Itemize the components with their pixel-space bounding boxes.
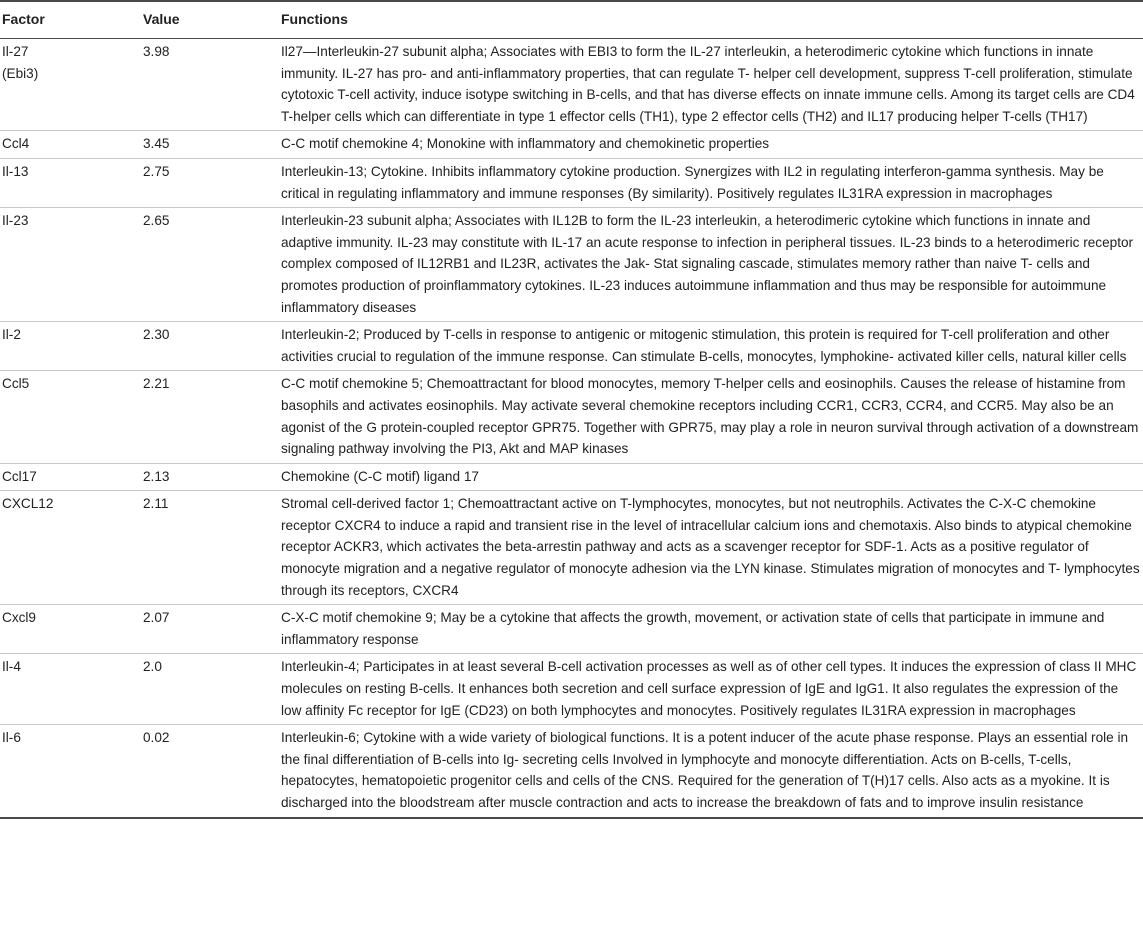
functions-cell: Interleukin-13; Cytokine. Inhibits inflammatory cytokine production. Synergizes with IL2 in regulating interferon-gamma synthesis. May be critical in regulating inflammatory and immune responses (By similarity). Positively regulates IL31RA expression in macrophages <box>279 158 1143 207</box>
value-cell: 2.21 <box>141 371 279 463</box>
value-cell: 2.13 <box>141 463 279 491</box>
header-row <box>0 1 1143 39</box>
value-cell: 2.65 <box>141 208 279 322</box>
factor-cell: Il-23 <box>0 208 141 322</box>
header-factor: Factor <box>0 1 141 39</box>
factor-cell: Ccl5 <box>0 371 141 463</box>
functions-cell: C-C motif chemokine 5; Chemoattractant for blood monocytes, memory T-helper cells and eosinophils. Causes the release of histamine from basophils and activates eosinophils. May activate several chemokine receptors including CCR1, CCR3, CCR4, and CCR5. May also be an agonist of the G protein-coupled receptor GPR75. Together with GPR75, may play a role in neuron survival through activation of a downstream signaling pathway involving the PI3, Akt and MAP kinases <box>279 371 1143 463</box>
factor-cell: Il-2 <box>0 322 141 371</box>
factor-cell: Il-27 (Ebi3) <box>0 39 141 131</box>
functions-cell: Interleukin-23 subunit alpha; Associates with IL12B to form the IL-23 interleukin, a heterodimeric cytokine which functions in innate and adaptive immunity. IL-23 may constitute with IL-17 an acute response to infection in peripheral tissues. IL-23 binds to a heterodimeric receptor complex composed of IL12RB1 and IL23R, activates the Jak- Stat signaling cascade, stimulates memory rather than naive T- cells and promotes production of proinflammatory cytokines. IL-23 induces autoimmune inflammation and thus may be responsible for autoimmune inflammatory diseases <box>279 208 1143 322</box>
table-row <box>0 158 1143 207</box>
factor-cell: Ccl17 <box>0 463 141 491</box>
header-functions: Functions <box>279 1 1143 39</box>
value-cell: 2.30 <box>141 322 279 371</box>
functions-cell: Interleukin-2; Produced by T-cells in response to antigenic or mitogenic stimulation, this protein is required for T-cell proliferation and other activities crucial to regulation of the immune response. Can stimulate B-cells, monocytes, lymphokine- activated killer cells, natural killer cells <box>279 322 1143 371</box>
factor-cell: Cxcl9 <box>0 605 141 654</box>
factor-cell: Il-6 <box>0 725 141 818</box>
table-row <box>0 491 1143 605</box>
functions-cell: Il27—Interleukin-27 subunit alpha; Associates with EBI3 to form the IL-27 interleukin, a heterodimeric cytokine which functions in innate immunity. IL-27 has pro- and anti-inflammatory properties, that can regulate T- helper cell development, suppress T-cell proliferation, stimulate cytotoxic T-cell activity, induce isotype switching in B-cells, and that has diverse effects on innate immune cells. Among its target cells are CD4 T-helper cells which can differentiate in type 1 effector cells (TH1), type 2 effector cells (TH2) and IL17 producing helper T-cells (TH17) <box>279 39 1143 131</box>
functions-cell: C-X-C motif chemokine 9; May be a cytokine that affects the growth, movement, or activation state of cells that participate in immune and inflammatory response <box>279 605 1143 654</box>
table-body <box>0 39 1143 818</box>
factor-cell: Il-4 <box>0 654 141 725</box>
value-cell: 3.98 <box>141 39 279 131</box>
factor-cell: Il-13 <box>0 158 141 207</box>
table-row <box>0 131 1143 159</box>
value-cell: 0.02 <box>141 725 279 818</box>
functions-cell: Chemokine (C-C motif) ligand 17 <box>279 463 1143 491</box>
factor-cell: CXCL12 <box>0 491 141 605</box>
value-cell: 2.75 <box>141 158 279 207</box>
table-row <box>0 463 1143 491</box>
value-cell: 2.11 <box>141 491 279 605</box>
value-cell: 3.45 <box>141 131 279 159</box>
factor-cell: Ccl4 <box>0 131 141 159</box>
functions-cell: Interleukin-6; Cytokine with a wide variety of biological functions. It is a potent inducer of the acute phase response. Plays an essential role in the final differentiation of B-cells into Ig- secreting cells Involved in lymphocyte and monocyte differentiation. Acts on B-cells, T-cells, hepatocytes, hematopoietic progenitor cells and cells of the CNS. Required for the generation of T(H)17 cells. Also acts as a myokine. It is discharged into the bloodstream after muscle contraction and acts to increase the breakdown of fats and to improve insulin resistance <box>279 725 1143 818</box>
table-row <box>0 371 1143 463</box>
table-row <box>0 725 1143 818</box>
table-row <box>0 208 1143 322</box>
header-value: Value <box>141 1 279 39</box>
value-cell: 2.0 <box>141 654 279 725</box>
table-row <box>0 39 1143 131</box>
functions-cell: C-C motif chemokine 4; Monokine with inflammatory and chemokinetic properties <box>279 131 1143 159</box>
functions-cell: Stromal cell-derived factor 1; Chemoattractant active on T-lymphocytes, monocytes, but not neutrophils. Activates the C-X-C chemokine receptor CXCR4 to induce a rapid and transient rise in the level of intracellular calcium ions and chemotaxis. Also binds to atypical chemokine receptor ACKR3, which activates the beta-arrestin pathway and acts as a scavenger receptor for SDF-1. Acts as a positive regulator of monocyte migration and a negative regulator of monocyte adhesion via the LYN kinase. Stimulates migration of monocytes and T- lymphocytes through its receptors, CXCR4 <box>279 491 1143 605</box>
value-cell: 2.07 <box>141 605 279 654</box>
table-row <box>0 322 1143 371</box>
table-row <box>0 605 1143 654</box>
table-row <box>0 654 1143 725</box>
functions-cell: Interleukin-4; Participates in at least several B-cell activation processes as well as of other cell types. It induces the expression of class II MHC molecules on resting B-cells. It enhances both secretion and cell surface expression of IgE and IgG1. It also regulates the expression of the low affinity Fc receptor for IgE (CD23) on both lymphocytes and monocytes. Positively regulates IL31RA expression in macrophages <box>279 654 1143 725</box>
